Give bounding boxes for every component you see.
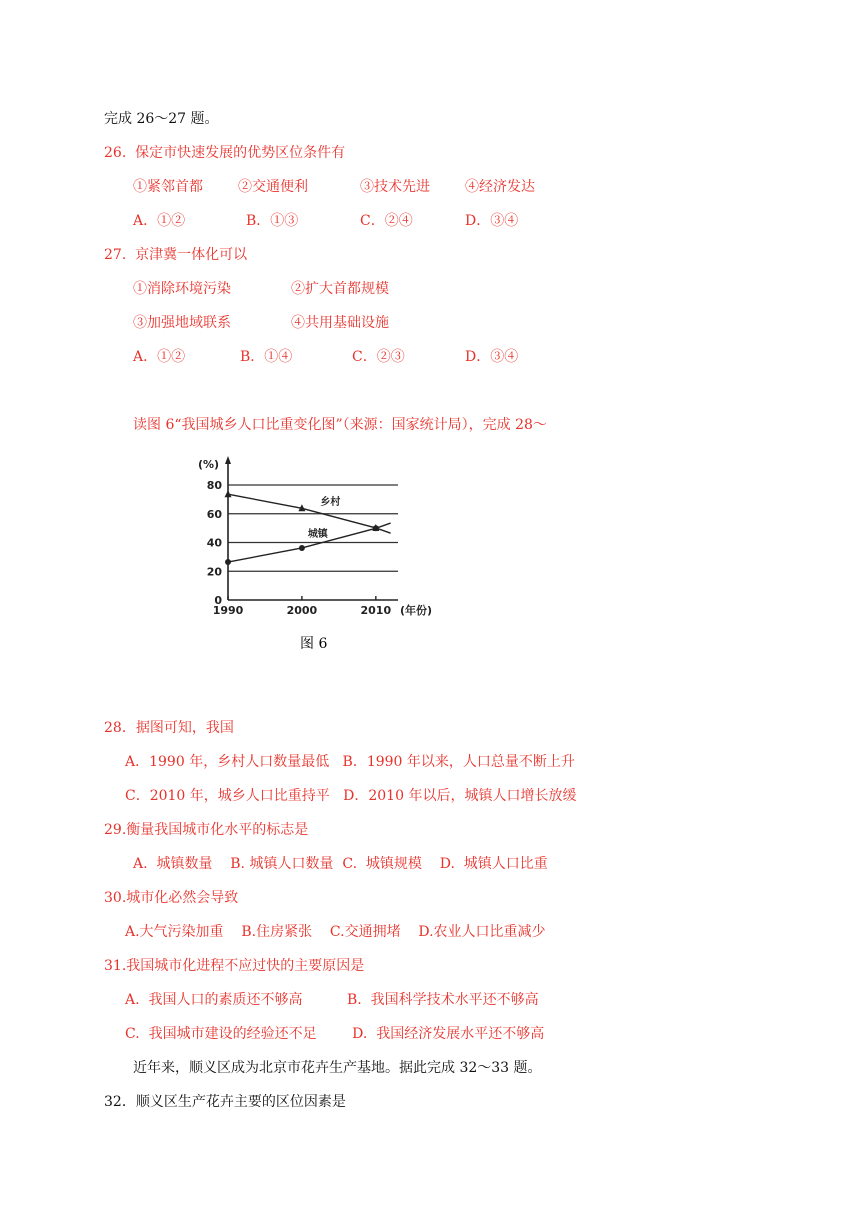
q31-options-row-1: A. 我国人口的素质还不够高 B. 我国科学技术水平还不够高 xyxy=(125,992,539,1008)
urban-series-label: 城镇 xyxy=(307,528,328,540)
q30-options-row: A.大气污染加重 B.住房紧张 C.交通拥堵 D.农业人口比重减少 xyxy=(125,924,546,940)
x-tick-2000: 2000 xyxy=(286,604,318,617)
question-26-stem: 26. 保定市快速发展的优势区位条件有 xyxy=(104,145,346,161)
y-unit-label: (%) xyxy=(198,458,220,471)
q27-option-b: B．①④ xyxy=(240,349,293,365)
q26-option-a: A．①② xyxy=(133,213,186,229)
y-tick-40: 40 xyxy=(206,536,222,550)
chart-svg xyxy=(190,452,450,622)
rural-series-label: 乡村 xyxy=(320,497,341,509)
y-tick-60: 60 xyxy=(206,507,222,521)
q28-options-row-2: C．2010 年，城乡人口比重持平 D．2010 年以后，城镇人口增长放缓 xyxy=(125,788,577,804)
q26-item-4: ④经济发达 xyxy=(465,179,535,195)
chart-labels xyxy=(198,458,432,617)
y-tick-0: 0 xyxy=(214,594,222,607)
q29-options-row: A. 城镇数量 B. 城镇人口数量 C. 城镇规模 D. 城镇人口比重 xyxy=(133,856,548,872)
q27-item-3: ③加强地域联系 xyxy=(133,315,231,331)
question-32-stem: 32．顺义区生产花卉主要的区位因素是 xyxy=(104,1094,346,1110)
rural-point-1990 xyxy=(225,490,232,497)
question-28-stem: 28．据图可知，我国 xyxy=(104,720,234,736)
intro-figure-6: 读图 6“我国城乡人口比重变化图”（来源：国家统计局），完成 28～ xyxy=(133,417,547,433)
urban-point-1990 xyxy=(225,559,231,565)
question-29-stem: 29.衡量我国城市化水平的标志是 xyxy=(104,822,309,838)
urban-point-2010 xyxy=(373,525,379,531)
q27-item-1: ①消除环境污染 xyxy=(133,281,231,297)
population-ratio-chart xyxy=(190,452,450,622)
q27-option-d: D．③④ xyxy=(465,349,519,365)
intro-32-33: 近年来，顺义区成为北京市花卉生产基地。据此完成 32～33 题。 xyxy=(133,1060,542,1076)
q27-item-2: ②扩大首都规模 xyxy=(291,281,389,297)
question-30-stem: 30.城市化必然会导致 xyxy=(104,890,239,906)
chart-series xyxy=(225,490,391,565)
intro-26-27: 完成 26～27 题。 xyxy=(104,111,219,127)
q26-option-c: C．②④ xyxy=(360,213,413,229)
y-axis-arrow xyxy=(225,456,231,464)
x-tick-2010: 2010 xyxy=(360,604,392,617)
q26-item-3: ③技术先进 xyxy=(360,179,430,195)
y-tick-80: 80 xyxy=(206,479,222,492)
q26-option-d: D．③④ xyxy=(465,213,519,229)
figure-caption: 图 6 xyxy=(300,636,328,652)
q27-option-c: C．②③ xyxy=(352,349,405,365)
q26-option-b: B．①③ xyxy=(246,213,299,229)
question-27-stem: 27. 京津冀一体化可以 xyxy=(104,247,248,263)
q27-item-4: ④共用基础设施 xyxy=(291,315,389,331)
q28-options-row-1: A．1990 年，乡村人口数量最低 B．1990 年以来，人口总量不断上升 xyxy=(125,754,575,770)
q26-item-2: ②交通便利 xyxy=(238,179,308,195)
q27-option-a: A．①② xyxy=(133,349,186,365)
question-31-stem: 31.我国城市化进程不应过快的主要原因是 xyxy=(104,958,365,974)
y-tick-20: 20 xyxy=(206,565,222,579)
q26-item-1: ①紧邻首都 xyxy=(133,179,203,195)
q31-options-row-2: C. 我国城市建设的经验还不足 D. 我国经济发展水平还不够高 xyxy=(125,1026,545,1042)
x-tick-1990: 1990 xyxy=(212,604,244,617)
x-unit-label: (年份) xyxy=(400,604,433,617)
urban-point-2000 xyxy=(299,545,305,551)
